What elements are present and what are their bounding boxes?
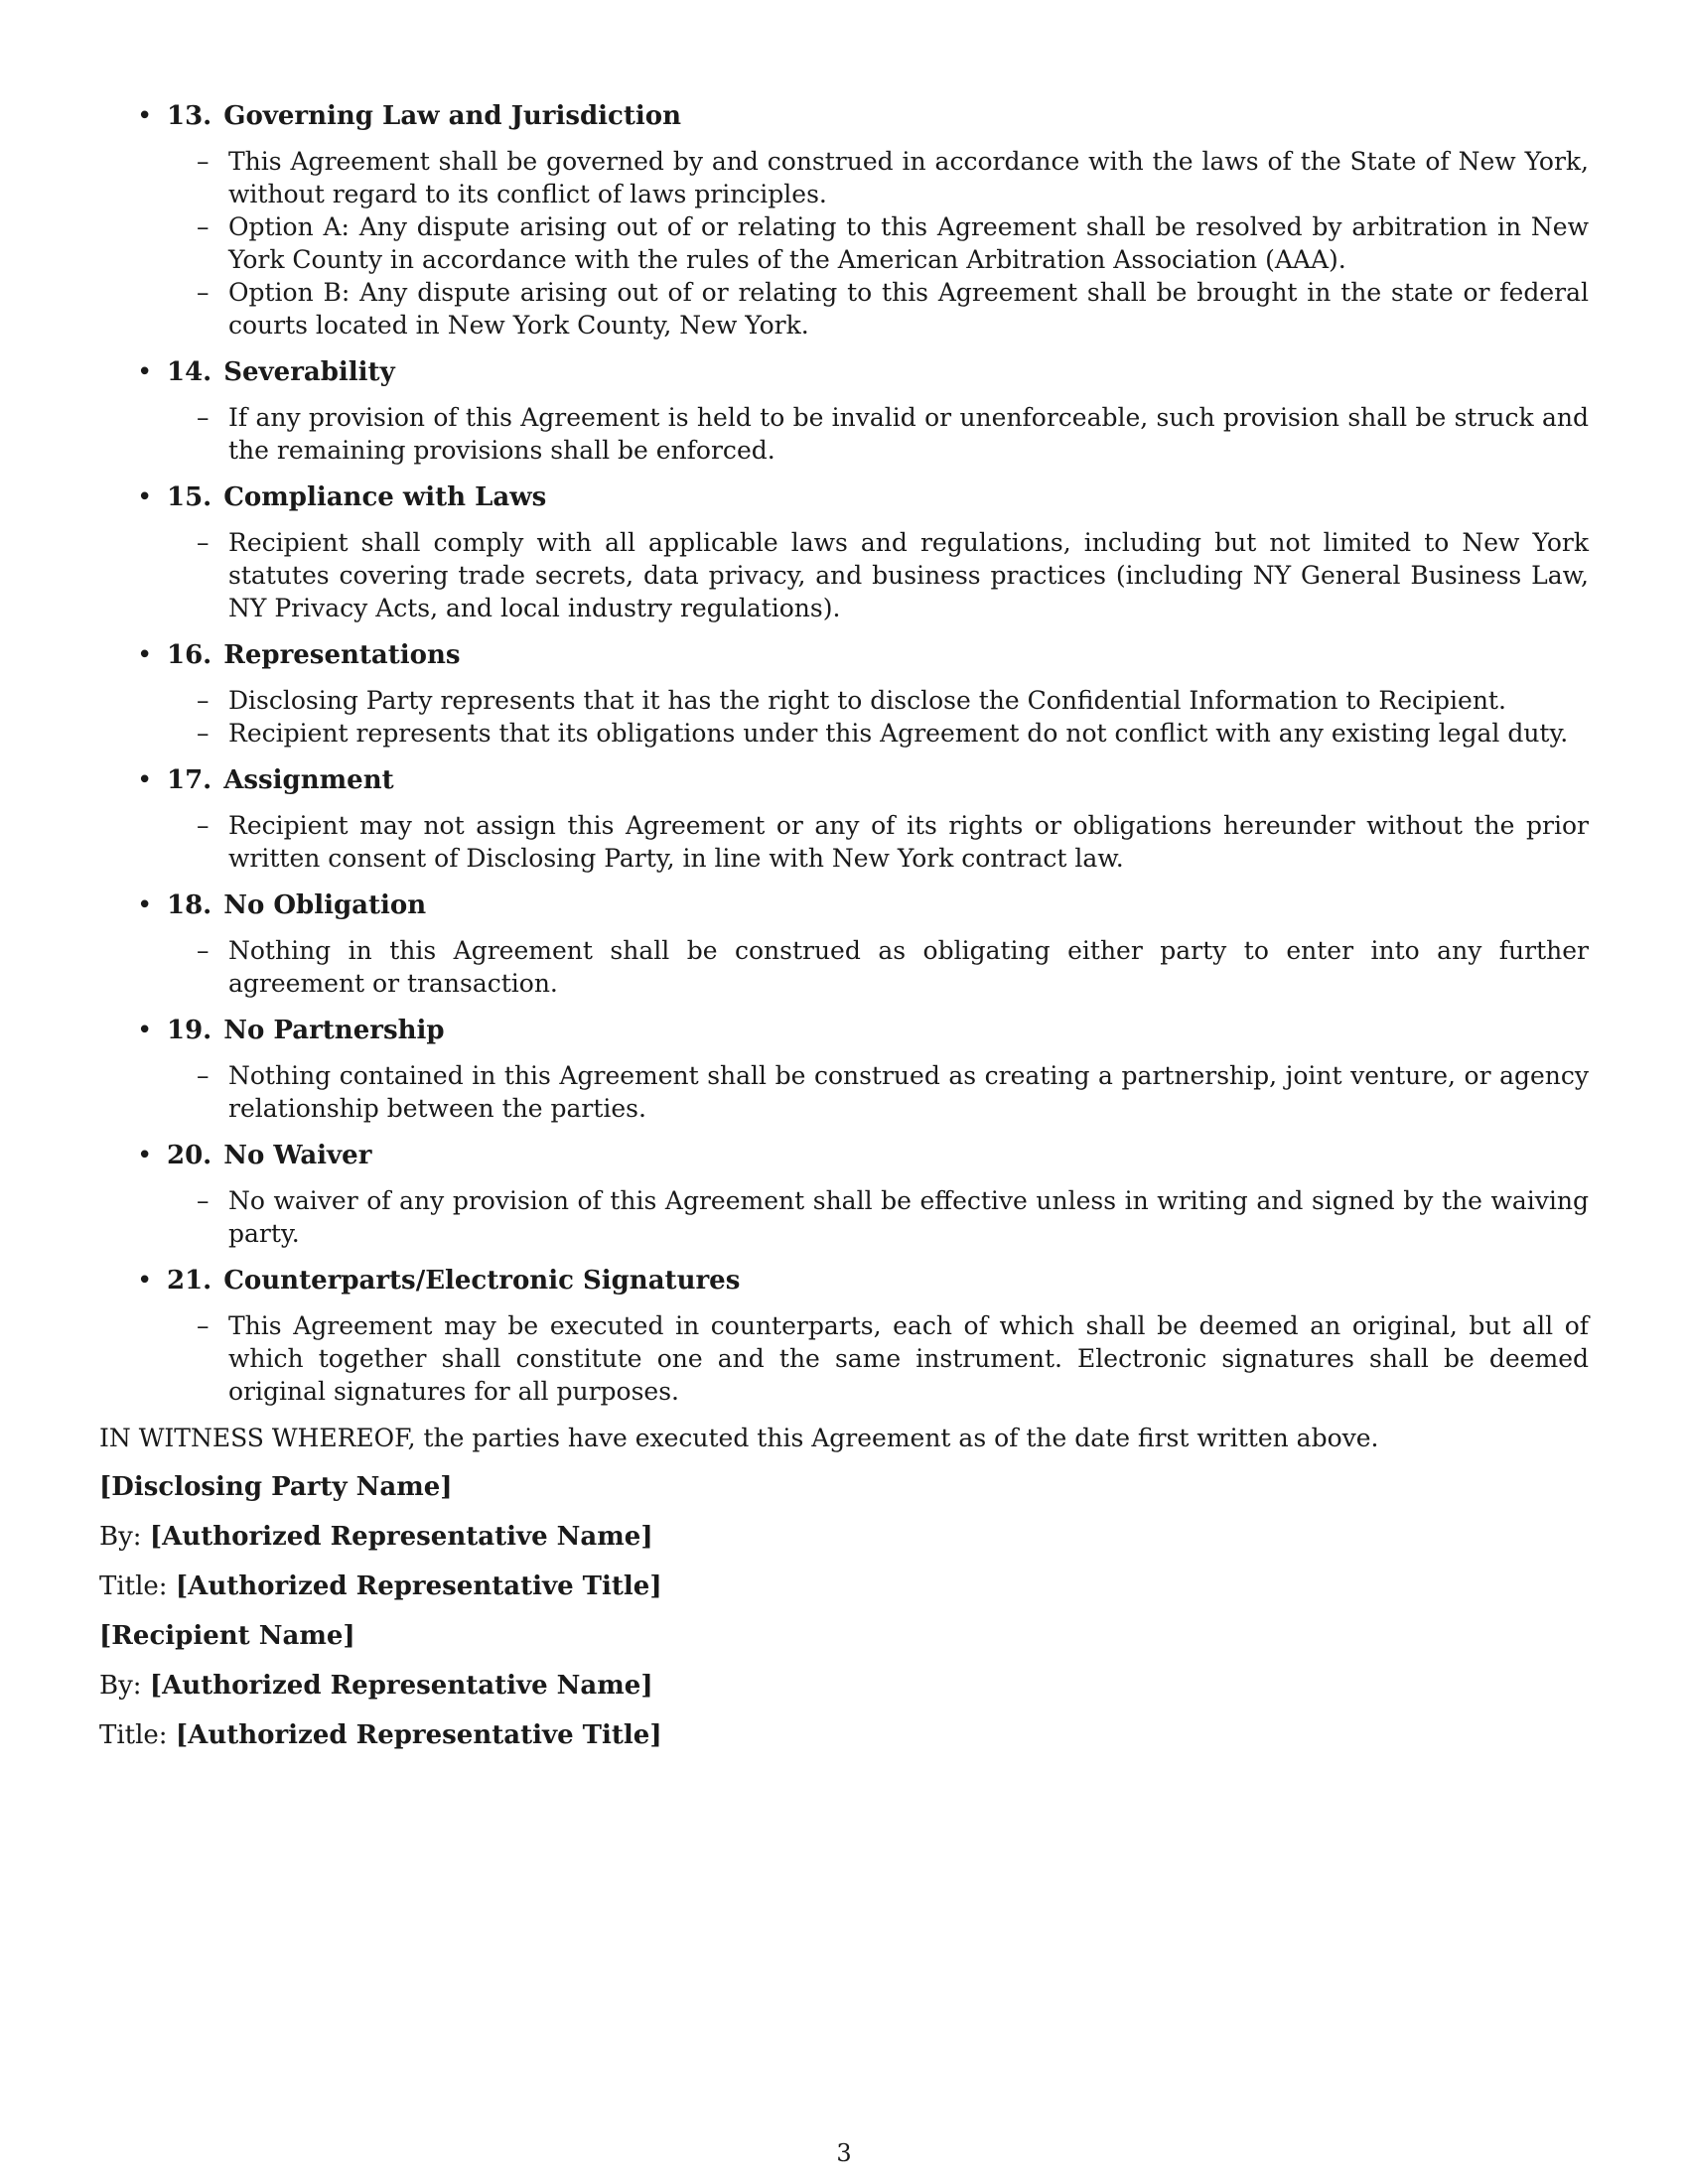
section-title: No Obligation <box>223 890 427 920</box>
document-page <box>99 99 1589 1768</box>
clause-item <box>167 1309 1589 1408</box>
clause-item <box>167 1184 1589 1250</box>
section-heading <box>167 99 1589 133</box>
section-title: No Waiver <box>223 1141 372 1170</box>
clause-text: Nothing in this Agreement shall be construed as obligating either party to enter into any further agreement or transaction. <box>228 936 1589 998</box>
section-17 <box>99 763 1589 875</box>
clause-list <box>167 401 1589 467</box>
section-19 <box>99 1014 1589 1125</box>
clause-text: Disclosing Party represents that it has the right to disclose the Confidential Information to Recipient. <box>228 686 1506 715</box>
dash-icon: – <box>197 147 210 176</box>
clause-item <box>167 809 1589 875</box>
dash-icon: – <box>197 686 210 715</box>
dash-icon: – <box>197 719 210 748</box>
section-heading <box>167 480 1589 514</box>
clause-list <box>167 809 1589 875</box>
section-heading <box>167 355 1589 389</box>
section-21 <box>99 1264 1589 1408</box>
clause-text: If any provision of this Agreement is held to be invalid or unenforceable, such provision shall be struck and the remaining provisions shall be enforced. <box>228 403 1589 465</box>
section-heading <box>167 1014 1589 1047</box>
clause-text: This Agreement shall be governed by and construed in accordance with the laws of the State of New York, without regard to its conflict of laws principles. <box>228 147 1589 208</box>
clause-list <box>167 145 1589 341</box>
section-title: Governing Law and Jurisdiction <box>223 101 682 131</box>
clause-text: Option A: Any dispute arising out of or relating to this Agreement shall be resolved by arbitration in New York County in accordance with the rules of the American Arbitration Association (AAA). <box>228 212 1589 274</box>
section-13 <box>99 99 1589 341</box>
clause-list <box>167 526 1589 624</box>
section-heading <box>167 888 1589 922</box>
by-label: By: <box>99 1671 142 1701</box>
disclosing-title-line <box>99 1570 1589 1603</box>
section-20 <box>99 1139 1589 1250</box>
clause-item <box>167 717 1589 750</box>
bullet-icon: • <box>137 101 153 131</box>
bullet-icon: • <box>137 765 153 795</box>
title-label: Title: <box>99 1720 168 1750</box>
clause-item <box>167 1059 1589 1125</box>
recipient-title-line <box>99 1718 1589 1752</box>
party-name-placeholder: [Recipient Name] <box>99 1621 355 1651</box>
disclosing-signature-block <box>99 1470 1589 1603</box>
disclosing-by-line <box>99 1520 1589 1554</box>
section-number: 20. <box>167 1141 212 1170</box>
dash-icon: – <box>197 1186 210 1215</box>
page-number: 3 <box>836 2139 852 2167</box>
section-title: Severability <box>223 357 395 387</box>
clause-item <box>167 276 1589 341</box>
clause-text: Option B: Any dispute arising out of or relating to this Agreement shall be brought in the state or federal courts located in New York County, New York. <box>228 278 1589 340</box>
recipient-signature-block <box>99 1619 1589 1752</box>
section-heading <box>167 638 1589 672</box>
clause-item <box>167 401 1589 467</box>
recipient-party-name <box>99 1619 1589 1653</box>
clause-list <box>167 1184 1589 1250</box>
section-heading <box>167 763 1589 797</box>
witness-statement: IN WITNESS WHEREOF, the parties have executed this Agreement as of the date first written above. <box>99 1424 1379 1452</box>
bullet-icon: • <box>137 1266 153 1296</box>
section-title: Assignment <box>223 765 394 795</box>
dash-icon: – <box>197 403 210 432</box>
section-number: 15. <box>167 482 212 512</box>
bullet-icon: • <box>137 482 153 512</box>
section-title: Compliance with Laws <box>223 482 547 512</box>
section-heading <box>167 1139 1589 1172</box>
section-number: 18. <box>167 890 212 920</box>
clause-list <box>167 1309 1589 1408</box>
clause-item <box>167 684 1589 717</box>
representative-name-placeholder: [Authorized Representative Name] <box>149 1671 653 1701</box>
bullet-icon: • <box>137 890 153 920</box>
by-label: By: <box>99 1522 142 1552</box>
disclosing-party-name <box>99 1470 1589 1504</box>
clause-text: This Agreement may be executed in counterparts, each of which shall be deemed an original, but all of which together shall constitute one and the same instrument. Electronic signatures shall be deemed original signatures for all purposes. <box>228 1311 1589 1406</box>
bullet-icon: • <box>137 357 153 387</box>
bullet-icon: • <box>137 1141 153 1170</box>
dash-icon: – <box>197 528 210 557</box>
section-15 <box>99 480 1589 624</box>
section-number: 19. <box>167 1016 212 1045</box>
dash-icon: – <box>197 278 210 307</box>
clause-item <box>167 526 1589 624</box>
section-number: 14. <box>167 357 212 387</box>
section-title: Representations <box>223 640 461 670</box>
section-14 <box>99 355 1589 467</box>
bullet-icon: • <box>137 640 153 670</box>
section-number: 21. <box>167 1266 212 1296</box>
clause-text: Recipient may not assign this Agreement or any of its rights or obligations hereunder without the prior written consent of Disclosing Party, in line with New York contract law. <box>228 811 1589 873</box>
representative-name-placeholder: [Authorized Representative Name] <box>149 1522 653 1552</box>
dash-icon: – <box>197 1311 210 1340</box>
representative-title-placeholder: [Authorized Representative Title] <box>175 1720 662 1750</box>
clause-list <box>167 684 1589 750</box>
section-title: No Partnership <box>223 1016 445 1045</box>
recipient-by-line <box>99 1669 1589 1703</box>
section-number: 13. <box>167 101 212 131</box>
dash-icon: – <box>197 1061 210 1090</box>
section-number: 17. <box>167 765 212 795</box>
clause-list <box>167 934 1589 1000</box>
clause-list <box>167 1059 1589 1125</box>
section-number: 16. <box>167 640 212 670</box>
bullet-icon: • <box>137 1016 153 1045</box>
clause-item <box>167 145 1589 210</box>
section-heading <box>167 1264 1589 1297</box>
section-list <box>99 99 1589 1408</box>
dash-icon: – <box>197 811 210 840</box>
clause-text: Recipient represents that its obligations under this Agreement do not conflict with any existing legal duty. <box>228 719 1569 748</box>
representative-title-placeholder: [Authorized Representative Title] <box>175 1571 662 1601</box>
section-18 <box>99 888 1589 1000</box>
section-title: Counterparts/Electronic Signatures <box>223 1266 741 1296</box>
clause-text: Nothing contained in this Agreement shall be construed as creating a partnership, joint venture, or agency relationship between the parties. <box>228 1061 1589 1123</box>
clause-text: No waiver of any provision of this Agreement shall be effective unless in writing and signed by the waiving party. <box>228 1186 1589 1248</box>
clause-item <box>167 210 1589 276</box>
title-label: Title: <box>99 1571 168 1601</box>
section-16 <box>99 638 1589 750</box>
dash-icon: – <box>197 936 210 965</box>
dash-icon: – <box>197 212 210 241</box>
party-name-placeholder: [Disclosing Party Name] <box>99 1472 453 1502</box>
clause-text: Recipient shall comply with all applicable laws and regulations, including but not limited to New York statutes covering trade secrets, data privacy, and business practices (including NY General Business Law, NY Privacy Acts, and local industry regulations). <box>228 528 1589 622</box>
clause-item <box>167 934 1589 1000</box>
